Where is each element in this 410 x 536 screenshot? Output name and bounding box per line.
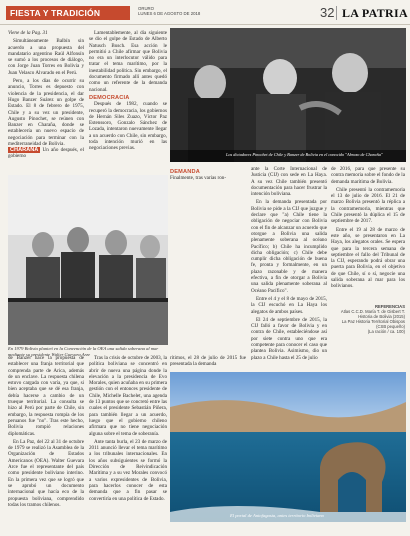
paragraph: Después de 1982, cuando se recuperó la democracia, los gobiernos de Hernán Siles Zuazo, Víctor Paz Estenssoro, Gonzalo Sánchez de Lozada, intentaron nuevamente llegar a un acuerdo con Chile, sin embargo, toda intención murió en las negociaciones previas. — [89, 101, 167, 152]
page-header — [0, 0, 410, 25]
photo-caption: En 1979 Bolivia planteó en la Convención de la OEA una salida soberana al mar mediante su presidente Walter Guevara Arze — [8, 346, 159, 357]
charana-section — [8, 147, 84, 160]
article-column-lower-3 — [170, 355, 246, 370]
photo-image — [170, 372, 406, 522]
article-column-4 — [331, 166, 405, 292]
photo-caption: Los dictadores Pinochet de Chile y Banzer de Bolivia en el conocido "Abrazo de Charaña" — [226, 152, 383, 157]
header-divider — [336, 6, 337, 20]
dateline — [138, 6, 298, 16]
paragraph: Lamentablemente, al día siguiente se dio el golpe de Estado de Alberto Natusch Busch. Esa acción le permitió a Chile afirmar que Bolivia no era un interlocutor válido para tratar el tema marítimo, por la inestabilidad política. Sin embargo, el documento firmado allí antes quedó como un referente de la demanda nacional. — [89, 30, 167, 93]
reference-line: Atlas C.C.D. María T. de Gisbert T. — [340, 309, 405, 314]
photo-image — [170, 28, 406, 162]
subhead-charana: CHARAÑA — [10, 147, 39, 153]
photo-oea-1979 — [8, 175, 168, 345]
dateline-date: LUNES 6 DE AGOSTO DE 2018 — [138, 11, 201, 16]
photo-antofagasta-portal — [170, 372, 406, 522]
subhead-demanda: DEMANDA — [170, 169, 200, 175]
article-column-lower-1 — [8, 355, 84, 510]
demanda-section — [170, 169, 246, 182]
newspaper-masthead: LA PATRIA — [342, 6, 408, 20]
paragraph: Finalmente, tras varias ron- — [170, 175, 227, 182]
paragraph: Tras la crisis de octubre de 2003, la política boliviana se concentró en abrir de nueva una página donde la elevación a la presidencia de Evo Morales, quien acuñaba en su primera gestión con el entonces presidente de Chile, Michelle Bachelet, una agenda de 13 puntos que se concretó entre las cuales el presidente Sebastián Piñera, para también llegar a un acuerdo, luego que el gobierno chileno afirmara que no tiene negociación alguna sobre el tema de soberanía. — [89, 355, 167, 437]
article-column-1 — [8, 30, 84, 149]
paragraph: Chile presentó la contramemoria el 13 de julio de 2016. El 21 de marzo Bolivia presentó la réplica a la contramemoria, mientras que Chile presentó la dúplica el 15 de septiembre de 2017. — [331, 186, 405, 225]
dateline-city: ORURO — [138, 6, 154, 11]
reference-line: Historia de Bolivia (2015) — [358, 314, 405, 319]
paragraph: de Banzer hace la propuesta de establecer una franja territorial que comprenda parte de Arica, además de un enclave. La respuesta chilena estuvo cargada con varía, ya que, si bien aceptaba que se dé esa franja, debía hacerse a cambio de un trueque territorial. La consulta se hizo al Perú por parte de Chile, sin embargo, la respuesta rompía de los peruanos fue "no". Tras este hecho, Bolivia rompió relaciones diplomáticas. — [8, 355, 84, 437]
continued-note: Viene de la Pag. 31 — [8, 30, 48, 36]
reference-line: (CSB pequeño) — [376, 324, 405, 329]
paragraph: Pero, a los días de ocurrir su anuncio, Torres es depuesto con violencia de la presidencia, el dar Hugo Banzer Suárez un golpe de Estado. El 8 de febrero de 1975, Chile y a su vez un presidente, Augusto Pinochet, se reúnen con Banzer en Charaña, donde se establecería un nuevo espacio de negociación para terminar con la mediterraneidad de Bolivia. — [8, 78, 84, 148]
paragraph: ante la Corte Internacional de Justicia (CIJ) con sede en La Haya. A su vez Chile también presentó documentación para hacer frustrar la intención boliviana. — [251, 166, 327, 198]
subhead-democracia: DEMOCRACIA — [89, 94, 130, 101]
reference-line: La Paz Historia Territorial Obispos — [341, 319, 405, 324]
paragraph: Ante tanta burla, el 23 de marzo de 2011 anunció llevar el tema marítimo a los tribunales internacionales. En los años subsiguientes se formó la Dirección de Reivindicación Marítima y a su vez Morales convocó a varios expresidentes de Bolivia, para hacerlos conocer de esta demanda que a fin pasar se convertiría en una política de Estado. — [89, 438, 167, 502]
page-number: 32 — [320, 5, 335, 20]
paragraph: Entre el 4 y el 8 de mayo de 2015, la CIJ escuchó en La Haya los alegatos de ambos países. — [251, 295, 327, 315]
article-column-2 — [89, 30, 167, 154]
references-title: REFERENCIAS — [374, 304, 405, 309]
reference-line: (La ración / ca. 100) — [367, 329, 405, 334]
paragraph: rítimos, el 28 de julio de 2015 fue presentada la demanda — [170, 355, 246, 368]
photo-image — [8, 175, 168, 345]
paragraph: Simultáneamente Balbín sin acuerdo a una propuesta del mandatario argentino Raúl Alfonsín se sumó a los procesos de diálogo, con Jorge Juan Torres en Bolivia y Juan Velasco Alvarado en el Perú. — [8, 38, 84, 76]
paragraph: En la demanda presentada por Bolivia se pide a la CIJ que juzgue y declare que "a) Chile tiene la obligación de negociar con Bolivia con el fin de alcanzar un acuerdo que otorgue a Bolivia una salida plenamente soberana al océano Pacífico; b) Chile ha incumplido dicha obligación; c) Chile debe cumplir dicha obligación de buena fe, pronta y formalmente, en un plazo razonable y de manera efectiva, a fin de otorgar a Bolivia una salida plenamente soberana al Océano Pacífico". — [251, 199, 327, 294]
paragraph: Entre el 19 al 28 de marzo de este año, se presentaron en La Haya, los alegatos orales. Se espera que para la tercera semana de septiembre el fallo del Tribunal de la CIJ, esperando podrá obrar una puerta para Bolivia, en el objetivo de que Chile, sí o sí, negocie una salida soberana al mar para los bolivianos. — [331, 226, 405, 290]
article-column-lower-2 — [89, 355, 167, 504]
paragraph: El 24 de septiembre de 2015, la CIJ falló a favor de Bolivia y en contra de Chile, estableciéndose así por siete contra uno que era competente para conocer el caso que plantea Bolivia. Asimismo, dio un plazo a Chile hasta el 25 de julio — [251, 316, 327, 361]
photo-pinochet-banzer — [170, 28, 406, 162]
paragraph: Un año después, el gobierno — [8, 147, 84, 160]
paragraph: En La Paz, del 22 al 31 de octubre de 1979 se realizó la Asamblea de la Organización de Estados Americanos (OEA). Walter Guevara Arce fue el representante del país como presidente boliviano interino. En la primera vez que se logró que se aprobó un documento internacional que hacía eco de la propuesta boliviana, comprendido todas los tramos chilenos. — [8, 438, 84, 508]
references-box — [331, 304, 405, 334]
section-tag: FIESTA Y TRADICIÓN — [6, 6, 130, 20]
photo-caption: El portal de Antofagasta, antes territorio boliviano — [230, 513, 324, 518]
article-column-3 — [251, 166, 327, 363]
paragraph: de 2016, para que presente su contra memoria sobre el fondo de la demanda marítima de Bolivia. — [331, 166, 405, 185]
